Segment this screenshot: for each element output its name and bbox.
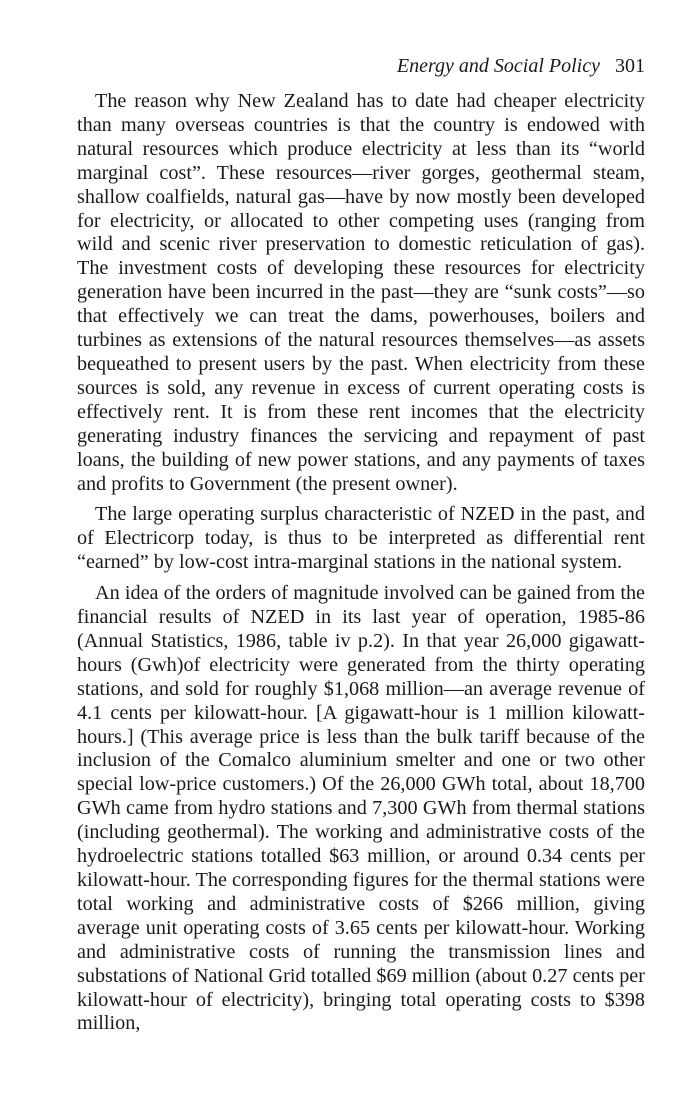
book-page [77,52,645,1043]
paragraph-operating-surplus: The large operating surplus characteristic of NZED in the past, and of Electricorp today, is thus to be interpreted as differential rent “earned” by low-cost intra-marginal stations in the national system. [77,503,645,574]
page-number: 301 [615,55,645,77]
running-head [77,52,645,80]
running-head-title: Energy and Social Policy [396,55,600,77]
paragraph-rent-resources: The reason why New Zealand has to date had cheaper electricity than many overseas countries is that the country is endowed with natural resources which produce electricity at less than its “world marginal cost”. These resources—river gorges, geothermal steam, shallow coalfields, natural gas—have by now mostly been developed for electricity, or allocated to other competing uses (ranging from wild and scenic river preservation to domestic reticulation of gas). The investment costs of developing these resources for electricity generation have been incurred in the past—they are “sunk costs”—so that effectively we can treat the dams, powerhouses, boilers and turbines as extensions of the natural resources themselves—as assets bequeathed to present users by the past. When electricity from these sources is sold, any revenue in excess of current operating costs is effectively rent. It is from these rent incomes that the electricity generating industry finances the servicing and repayment of past loans, the building of new power stations, and any payments of taxes and profits to Government (the present owner). [77,90,645,495]
paragraph-nzed-figures: An idea of the orders of magnitude involved can be gained from the financial results of NZED in its last year of operation, 1985-86 (Annual Statistics, 1986, table iv p.2). In that year 26,000 gigawatt-hours (Gwh)of electricity were generated from the thirty operating stations, and sold for roughly $1,068 million—an average revenue of 4.1 cents per kilowatt-hour. [A gigawatt-hour is 1 million kilowatt-hours.] (This average price is less than the bulk tariff because of the inclusion of the Comalco aluminium smelter and one or two other special low-price customers.) Of the 26,000 GWh total, about 18,700 GWh came from hydro stations and 7,300 GWh from thermal stations (including geothermal). The working and administrative costs of the hydroelectric stations totalled $63 million, or around 0.34 cents per kilowatt-hour. The corresponding figures for the thermal stations were total working and administrative costs of $266 million, giving average unit operating costs of 3.65 cents per kilowatt-hour. Working and administrative costs of running the transmission lines and substations of National Grid totalled $69 million (about 0.27 cents per kilowatt-hour of electricity), bringing total operating costs to $398 million, [77,582,645,1035]
